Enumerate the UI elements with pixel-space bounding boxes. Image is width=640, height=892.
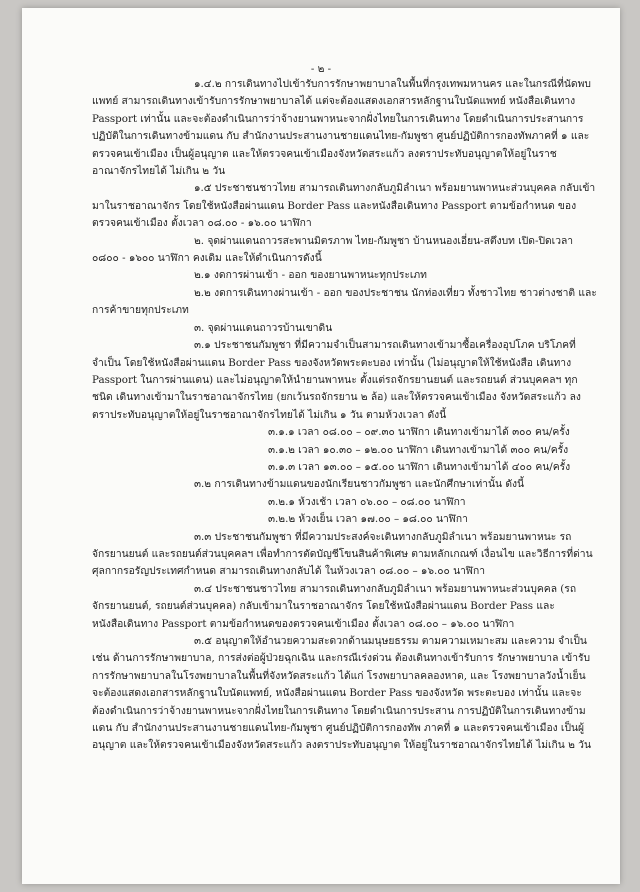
paragraph: ๓.๑.๓ เวลา ๑๓.๐๐ – ๑๕.๐๐ นาฬิกา เดินทางเข้ามาได้ ๔๐๐ คน/ครั้ง [268, 460, 571, 473]
paragraph: ๓. จุดผ่านแดนถาวรบ้านเขาดิน [194, 321, 333, 334]
document-body [92, 76, 598, 755]
paragraph: ๓.๑ ประชาชนกัมพูชา ที่มีความจำเป็นสามารถเดินทางเข้ามาซื้อเครื่องอุปโภค บริโภคที่จำเป็น โดยใช้หนังสือผ่านแดน Border Pass ของจังหวัดพระตะบอง เท่านั้น (ไม่อนุญาตให้ใช้หนังสือ เดินทาง Passport ในการผ่านแดน) และไม่อนุญาตให้นำยานพาหนะ ตั้งแต่รถจักรยานยนต์ และรถยนต์ ส่วนบุคคลฯ ทุกชนิด เดินทางเข้ามาในราชอาณาจักรไทย (ยกเว้นรถจักรยาน ๒ ล้อ) และให้ตรวจคนเข้าเมือง จังหวัดสระแก้ว ลงตราประทับอนุญาตให้อยู่ในราชอาณาจักรไทยได้ ไม่เกิน ๑ วัน ตามห้วงเวลา ดังนี้ [92, 339, 581, 421]
paragraph: ๓.๑.๑ เวลา ๐๘.๐๐ – ๐๙.๓๐ นาฬิกา เดินทางเข้ามาได้ ๓๐๐ คน/ครั้ง [268, 426, 570, 439]
paragraph: ๒.๑ งดการผ่านเข้า - ออก ของยานพาหนะทุกประเภท [194, 269, 427, 282]
paragraph: ๑.๕ ประชาชนชาวไทย สามารถเดินทางกลับภูมิลำเนา พร้อมยานพาหนะส่วนบุคคล กลับเข้ามาในราชอาณาจักร โดยใช้หนังสือผ่านแดน Border Pass และหนังสือเดินทาง Passport ตามข้อกำหนด ของตรวจคนเข้าเมือง ตั้งเวลา ๐๘.๐๐ - ๑๖.๐๐ นาฬิกา [92, 182, 596, 230]
paragraph: ๒. จุดผ่านแดนถาวรสะพานมิตรภาพ ไทย-กัมพูชา บ้านหนองเอี่ยน-สตึงบท เปิด-ปิดเวลา ๐๘๐๐ - ๑๖๐๐ นาฬิกา คงเดิม และให้ดำเนินการดังนี้ [92, 234, 574, 265]
document-page [22, 8, 620, 884]
paragraph: ๓.๒.๒ ห้วงเย็น เวลา ๑๗.๐๐ – ๑๘.๐๐ นาฬิกา [268, 513, 468, 526]
paragraph: ๓.๒.๑ ห้วงเช้า เวลา ๐๖.๐๐ – ๐๘.๐๐ นาฬิกา [268, 495, 466, 508]
paragraph: ๓.๑.๒ เวลา ๑๐.๓๐ – ๑๒.๐๐ นาฬิกา เดินทางเข้ามาได้ ๓๐๐ คน/ครั้ง [268, 443, 569, 456]
paragraph: ๑.๔.๒ การเดินทางไปเข้ารับการรักษาพยาบาลในพื้นที่กรุงเทพมหานคร และในกรณีที่นัดพบแพทย์ สามารถเดินทางเข้ารับการรักษาพยาบาลได้ แต่จะต้องแสดงเอกสารหลักฐานใบนัดแพทย์ หนังสือเดินทาง Passport เท่านั้น และจะต้องดำเนินการว่าจ้างยานพาหนะจากฝั่งไทยในการเดินทาง โดยดำเนินการประสานการปฏิบัติในการเดินทางข้ามแดน กับ สำนักงานประสานงานชายแดนไทย-กัมพูชา ศูนย์ปฏิบัติการกองทัพภาคที่ ๑ และตรวจคนเข้าเมือง เป็นผู้อนุญาต และให้ตรวจคนเข้าเมืองจังหวัดสระแก้ว ลงตราประทับอนุญาตให้อยู่ในราชอาณาจักรไทยได้ ไม่เกิน ๒ วัน [92, 78, 591, 178]
paragraph: ๓.๓ ประชาชนกัมพูชา ที่มีความประสงค์จะเดินทางกลับภูมิลำเนา พร้อมยานพาหนะ รถจักรยานยนต์ และรถยนต์ส่วนบุคคลฯ เพื่อทำการตัดบัญชีโขนสินค้าพิเศษ ตามหลักเกณฑ์ เงื่อนไข และวิธีการที่ด่านศุลกากรอรัญประเทศกำหนด สามารถเดินทางกลับได้ ในห้วงเวลา ๐๘.๐๐ – ๑๖.๐๐ นาฬิกา [92, 530, 593, 578]
paragraph: ๒.๒ งดการเดินทางผ่านเข้า - ออก ของประชาชน นักท่องเที่ยว ทั้งชาวไทย ชาวต่างชาติ และการค้าขายทุกประเภท [92, 286, 597, 317]
paragraph: ๓.๔ ประชาชนชาวไทย สามารถเดินทางกลับภูมิลำเนา พร้อมยานพาหนะส่วนบุคคล (รถจักรยานยนต์, รถยนต์ส่วนบุคคล) กลับเข้ามาในราชอาณาจักร โดยใช้หนังสือผ่านแดน Border Pass และ หนังสือเดินทาง Passport ตามข้อกำหนดของตรวจคนเข้าเมือง ตั้งเวลา ๐๘.๐๐ – ๑๖.๐๐ นาฬิกา [92, 582, 577, 630]
paragraph: ๓.๒ การเดินทางข้ามแดนของนักเรียนชาวกัมพูชา และนักศึกษาเท่านั้น ดังนี้ [194, 478, 525, 491]
paragraph: ๓.๕ อนุญาตให้อำนวยความสะดวกด้านมนุษยธรรม ตามความเหมาะสม และความ จำเป็น เช่น ด้านการรักษาพยาบาล, การส่งต่อผู้ป่วยฉุกเฉิน และกรณีเร่งด่วน ต้องเดินทางเข้ารับการ รักษาพยาบาล เข้ารับการรักษาพยาบาลในโรงพยาบาลในพื้นที่จังหวัดสระแก้ว ได้แก่ โรงพยาบาลคลองหาด, และ โรงพยาบาลวังน้ำเย็น จะต้องแสดงเอกสารหลักฐานใบนัดแพทย์, หนังสือผ่านแดน Border Pass ของจังหวัด พระตะบอง เท่านั้น และจะต้องดำเนินการว่าจ้างยานพาหนะจากฝั่งไทยในการเดินทาง โดยดำเนินการประสาน การปฏิบัติในการเดินทางข้ามแดน กับ สำนักงานประสานงานชายแดนไทย-กัมพูชา ศูนย์ปฏิบัติการกองทัพ ภาคที่ ๑ และตรวจคนเข้าเมือง เป็นผู้อนุญาต และให้ตรวจคนเข้าเมืองจังหวัดสระแก้ว ลงตราประทับอนุญาต ให้อยู่ในราชอาณาจักรไทยได้ ไม่เกิน ๒ วัน [92, 635, 591, 752]
page-number: - ๒ - [310, 63, 332, 75]
